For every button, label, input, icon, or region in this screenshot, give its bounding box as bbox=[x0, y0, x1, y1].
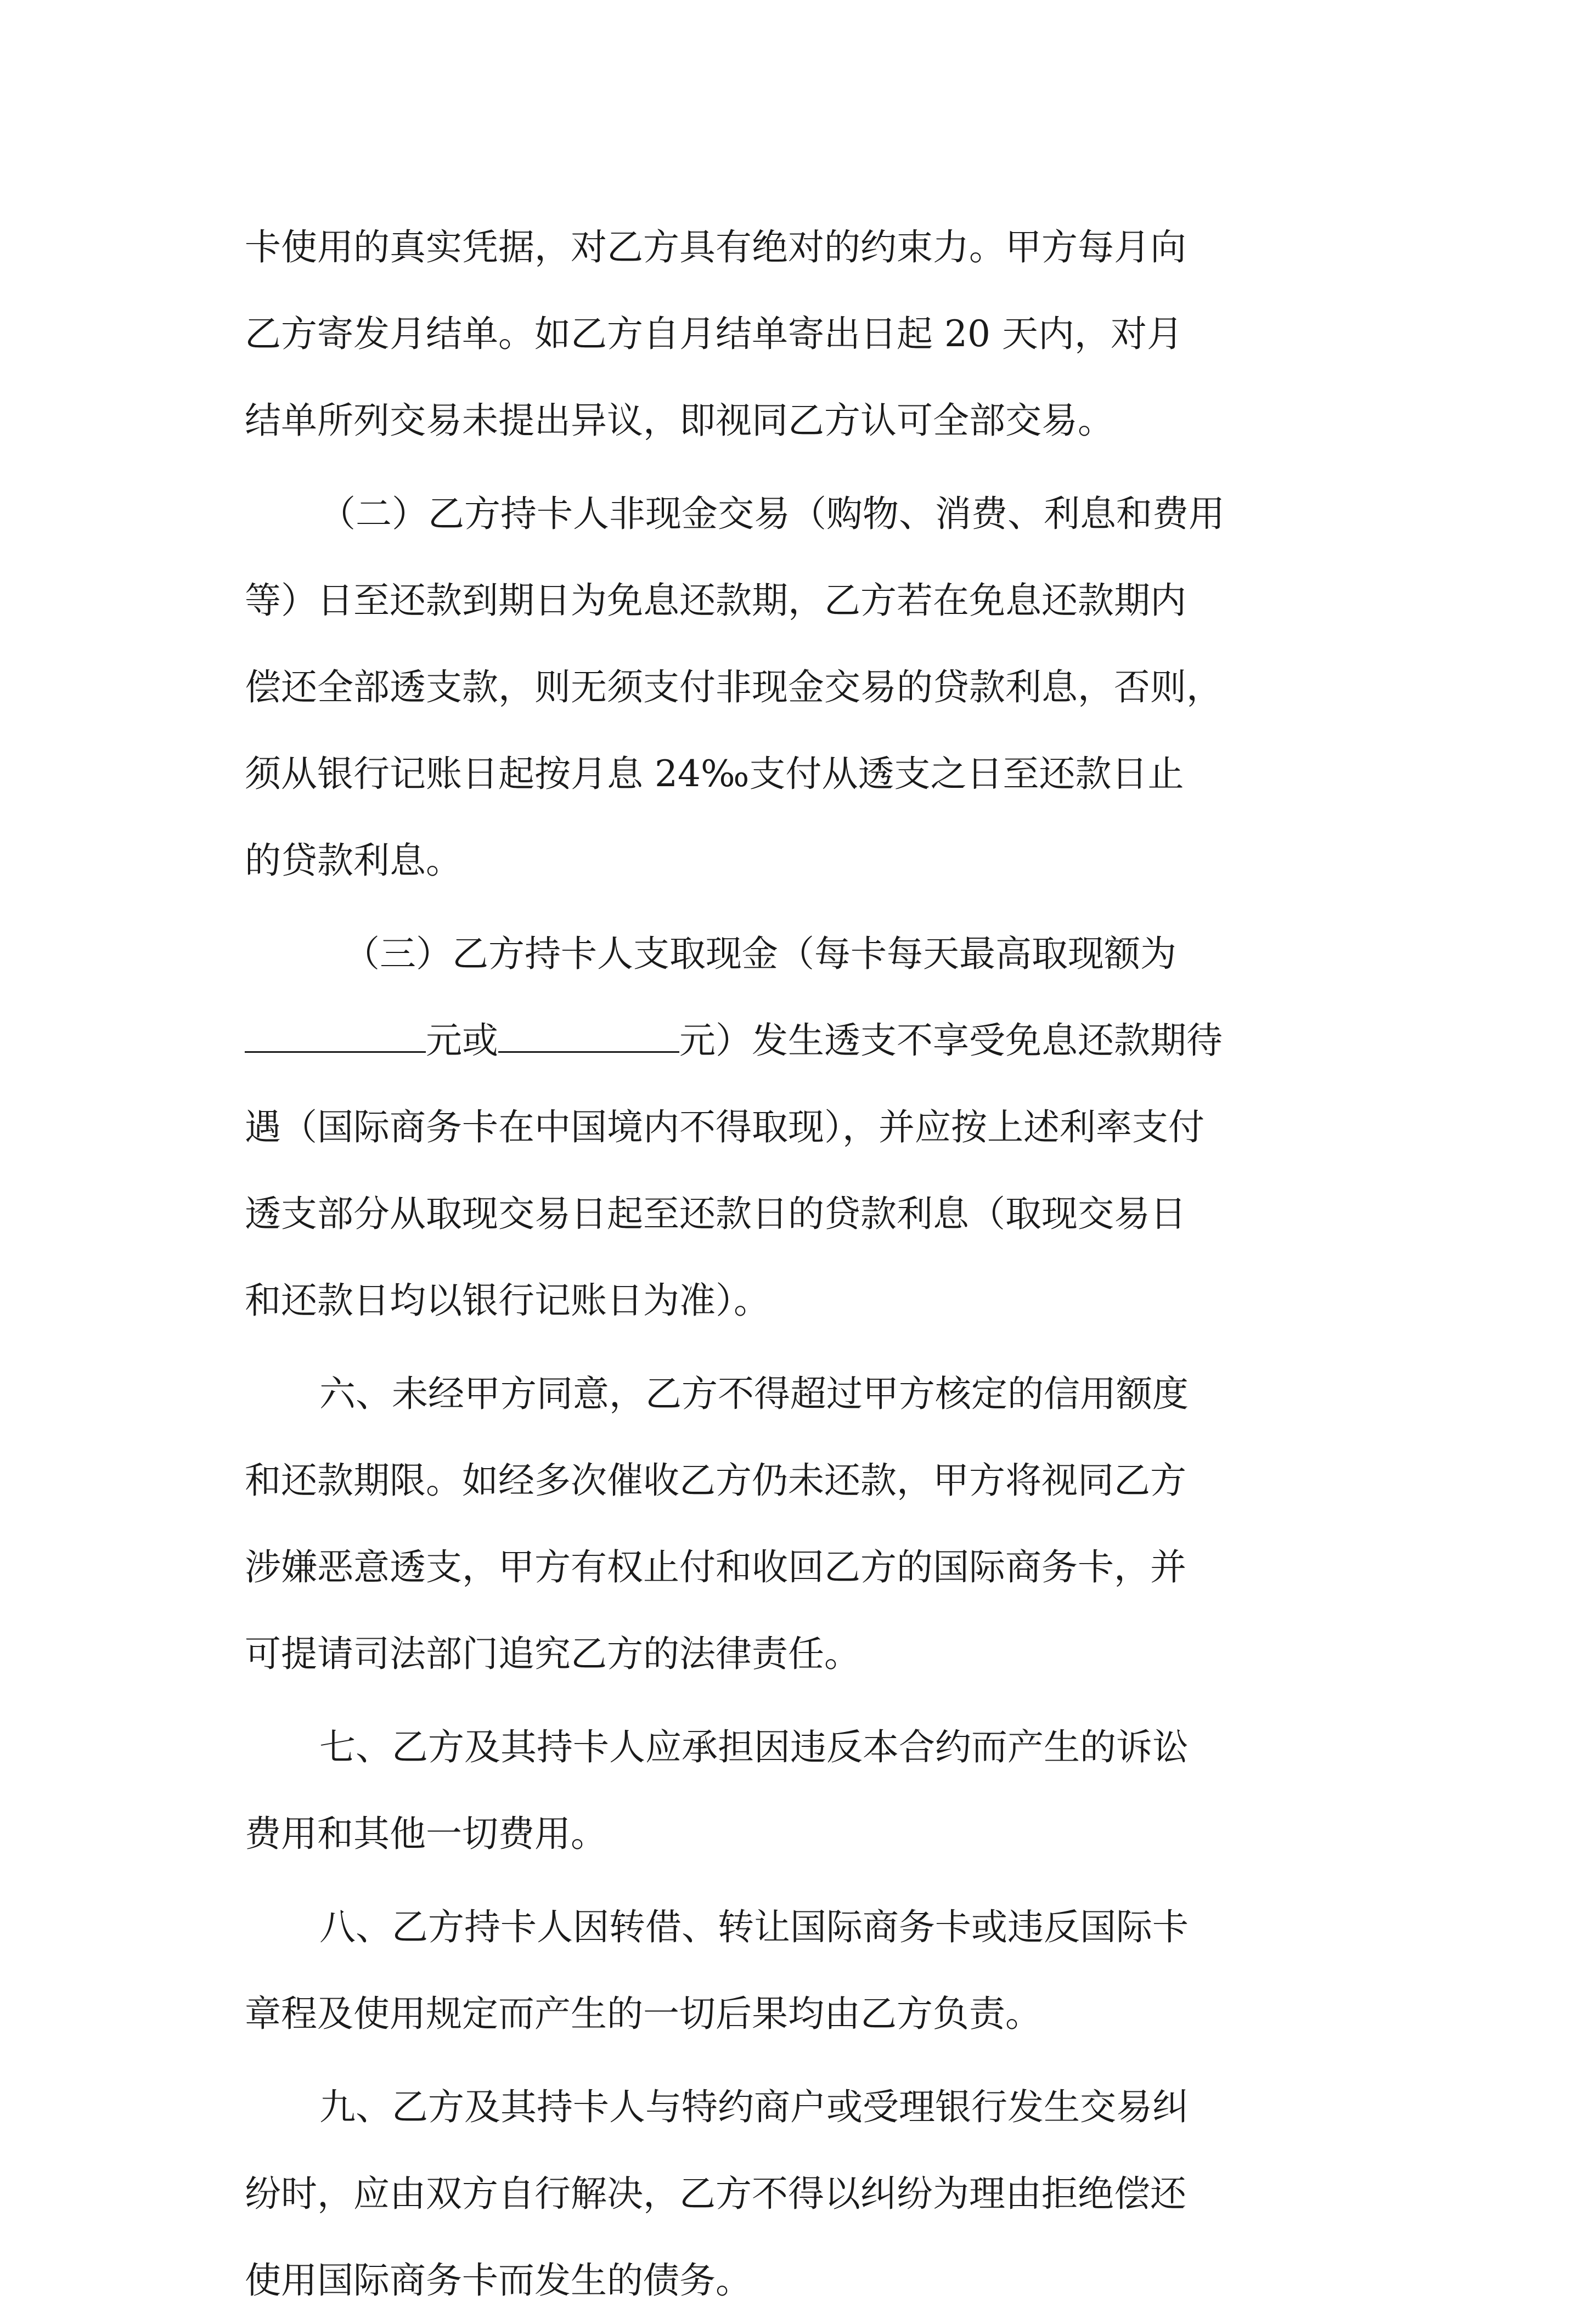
paragraph-card-statement bbox=[245, 204, 1343, 464]
text-line: 偿还全部透支款，则无须支付非现金交易的贷款利息，否则， bbox=[245, 666, 1223, 708]
text-line: 透支部分从取现交易日起至还款日的贷款利息（取现交易日 bbox=[245, 1193, 1186, 1235]
text-line-with-blanks bbox=[245, 997, 1343, 1084]
text-line: 可提请司法部门追究乙方的法律责任。 bbox=[245, 1633, 860, 1675]
paragraph-clause-7 bbox=[245, 1704, 1343, 1877]
text-segment: 元）发生透支不享受免息还款期待 bbox=[679, 1019, 1223, 1062]
text-line: 遇（国际商务卡在中国境内不得取现），并应按上述利率支付 bbox=[245, 1106, 1204, 1148]
text-segment: 元或 bbox=[426, 1019, 498, 1062]
document-body bbox=[245, 204, 1343, 2324]
blank-fill-line-1[interactable] bbox=[245, 1016, 426, 1053]
text-line: 和还款期限。如经多次催收乙方仍未还款，甲方将视同乙方 bbox=[245, 1459, 1186, 1502]
text-line: （二）乙方持卡人非现金交易（购物、消费、利息和费用 bbox=[319, 493, 1225, 535]
text-line: 八、乙方持卡人因转借、转让国际商务卡或违反国际卡 bbox=[319, 1906, 1189, 1948]
text-line: 结单所列交易未提出异议，即视同乙方认可全部交易。 bbox=[245, 399, 1114, 442]
text-line: 和还款日均以银行记账日为准）。 bbox=[245, 1279, 770, 1322]
text-line: 六、未经甲方同意，乙方不得超过甲方核定的信用额度 bbox=[319, 1373, 1189, 1415]
paragraph-cash-withdrawal bbox=[245, 911, 1343, 1344]
text-line: （三）乙方持卡人支取现金（每卡每天最高取现额为 bbox=[343, 933, 1176, 975]
text-line: 等）日至还款到期日为免息还款期，乙方若在免息还款期内 bbox=[245, 579, 1186, 622]
text-line: 卡使用的真实凭据，对乙方具有绝对的约束力。甲方每月向 bbox=[245, 226, 1186, 268]
text-line: 纷时，应由双方自行解决，乙方不得以纠纷为理由拒绝偿还 bbox=[245, 2173, 1186, 2215]
text-line: 须从银行记账日起按月息 24‰支付从透支之日至还款日止 bbox=[245, 753, 1184, 795]
text-line: 乙方寄发月结单。如乙方自月结单寄出日起 20 天内，对月 bbox=[245, 313, 1183, 355]
text-line: 使用国际商务卡而发生的债务。 bbox=[245, 2259, 752, 2302]
blank-fill-line-2[interactable] bbox=[498, 1016, 679, 1053]
paragraph-interest-free-period bbox=[245, 471, 1343, 904]
paragraph-clause-9 bbox=[245, 2064, 1343, 2324]
text-line: 的贷款利息。 bbox=[245, 839, 462, 882]
text-line: 费用和其他一切费用。 bbox=[245, 1813, 607, 1855]
paragraph-clause-8 bbox=[245, 1884, 1343, 2057]
text-line: 涉嫌恶意透支，甲方有权止付和收回乙方的国际商务卡，并 bbox=[245, 1546, 1186, 1588]
text-line: 九、乙方及其持卡人与特约商户或受理银行发生交易纠 bbox=[319, 2086, 1189, 2128]
paragraph-clause-6 bbox=[245, 1351, 1343, 1697]
text-line: 章程及使用规定而产生的一切后果均由乙方负责。 bbox=[245, 1993, 1041, 2035]
text-line: 七、乙方及其持卡人应承担因违反本合约而产生的诉讼 bbox=[319, 1726, 1189, 1768]
